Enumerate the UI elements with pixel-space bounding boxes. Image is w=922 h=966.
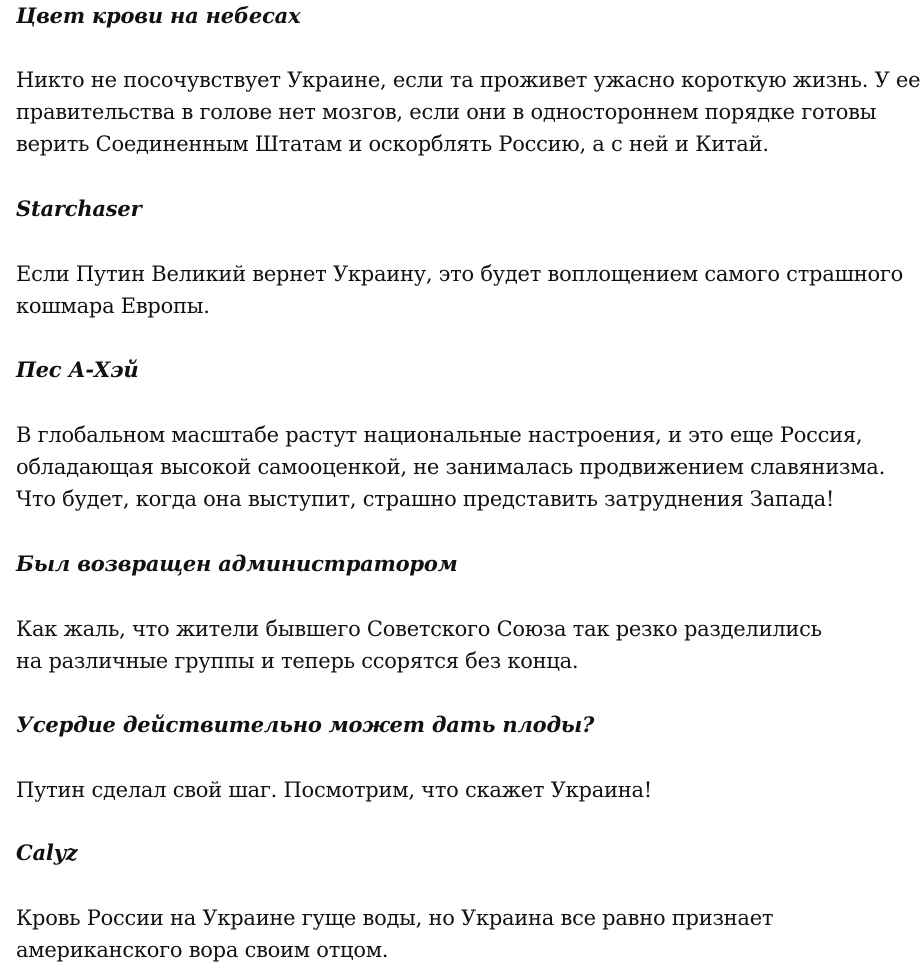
comment-author: Calyz <box>16 840 78 865</box>
comment-text <box>16 902 773 966</box>
comment-text <box>16 774 652 806</box>
comment-author: Усердие действительно может дать плоды? <box>16 712 595 737</box>
comment-line: Никто не посочувствует Украине, если та проживет ужасно короткую жизнь. У ее <box>16 68 921 92</box>
comment-author: Цвет крови на небесах <box>16 3 301 28</box>
comment-line: правительства в голове нет мозгов, если они в одностороннем порядке готовы <box>16 100 877 124</box>
comment-author: Был возвращен администратором <box>16 551 458 576</box>
comment-line: Путин сделал свой шаг. Посмотрим, что скажет Украина! <box>16 778 652 802</box>
comment-text <box>16 613 822 677</box>
comment-line: В глобальном масштабе растут национальные настроения, и это еще Россия, <box>16 423 863 447</box>
comment-line: обладающая высокой самооценкой, не занималась продвижением славянизма. <box>16 455 886 479</box>
comment-line: верить Соединенным Штатам и оскорблять Россию, а с ней и Китай. <box>16 132 769 156</box>
comment-line: на различные группы и теперь ссорятся без конца. <box>16 649 579 673</box>
comment-line: Что будет, когда она выступит, страшно представить затруднения Запада! <box>16 487 835 511</box>
comment-line: Кровь России на Украине гуще воды, но Украина все равно признает <box>16 906 774 930</box>
comment-line: Как жаль, что жители бывшего Советского Союза так резко разделились <box>16 617 822 641</box>
comment-text <box>16 419 885 515</box>
comment-line: кошмара Европы. <box>16 294 210 318</box>
comment-text <box>16 64 920 160</box>
comment-author: Пес А-Хэй <box>16 357 139 382</box>
comment-text <box>16 258 903 322</box>
comment-author: Starchaser <box>16 196 142 221</box>
comment-line: Если Путин Великий вернет Украину, это будет воплощением самого страшного <box>16 262 904 286</box>
comment-line: американского вора своим отцом. <box>16 938 389 962</box>
